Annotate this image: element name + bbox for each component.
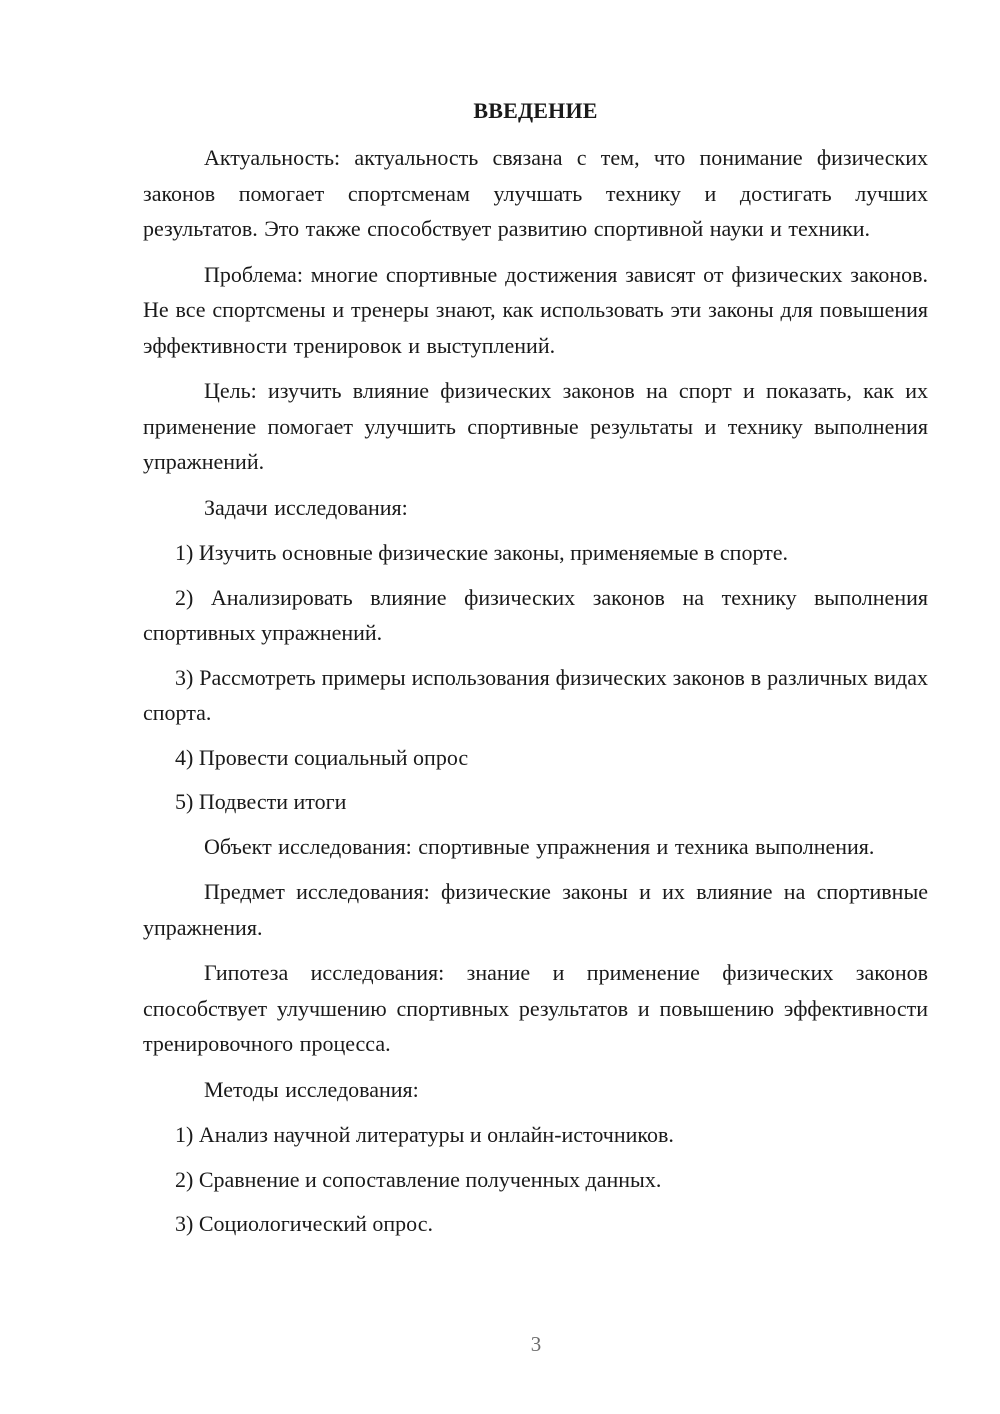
hypothesis-paragraph: Гипотеза исследования: знание и применение физических законов способствует улучшению спортивных результатов и повышению эффективности тренировочного процесса.	[143, 960, 928, 1056]
subject-paragraph: Предмет исследования: физические законы и их влияние на спортивные упражнения.	[143, 879, 928, 940]
task-item: 4) Провести социальный опрос	[175, 744, 469, 770]
task-item: 5) Подвести итоги	[175, 789, 347, 814]
page-number: 3	[530, 1332, 542, 1356]
tasks-heading: Задачи исследования:	[204, 494, 408, 520]
methods-heading: Методы исследования:	[204, 1076, 419, 1102]
method-item: 2) Сравнение и сопоставление полученных данных.	[175, 1166, 662, 1192]
object-paragraph: Объект исследования: спортивные упражнения и техника выполнения.	[204, 833, 875, 859]
section-title: ВВЕДЕНИЕ	[473, 98, 598, 123]
task-item: 3) Рассмотреть примеры использования физических законов в различных видах спорта.	[143, 664, 928, 725]
goal-paragraph: Цель: изучить влияние физических законов на спорт и показать, как их применение помогает улучшить спортивные результаты и технику выполнения упражнений.	[143, 378, 928, 474]
task-item: 1) Изучить основные физические законы, применяемые в спорте.	[175, 540, 789, 565]
task-item: 2) Анализировать влияние физических законов на технику выполнения спортивных упражнений.	[143, 584, 928, 645]
method-item: 1) Анализ научной литературы и онлайн-источников.	[175, 1122, 674, 1147]
method-item: 3) Социологический опрос.	[175, 1211, 433, 1236]
problem-paragraph: Проблема: многие спортивные достижения зависят от физических законов. Не все спортсмены и тренеры знают, как использовать эти законы для повышения эффективности тренировок и выступлений.	[143, 261, 928, 358]
relevance-paragraph: Актуальность: актуальность связана с тем, что понимание физических законов помогает спортсменам улучшать технику и достигать лучших результатов. Это также способствует развитию спортивной науки и техники.	[143, 145, 928, 241]
document-page	[143, 96, 928, 1251]
